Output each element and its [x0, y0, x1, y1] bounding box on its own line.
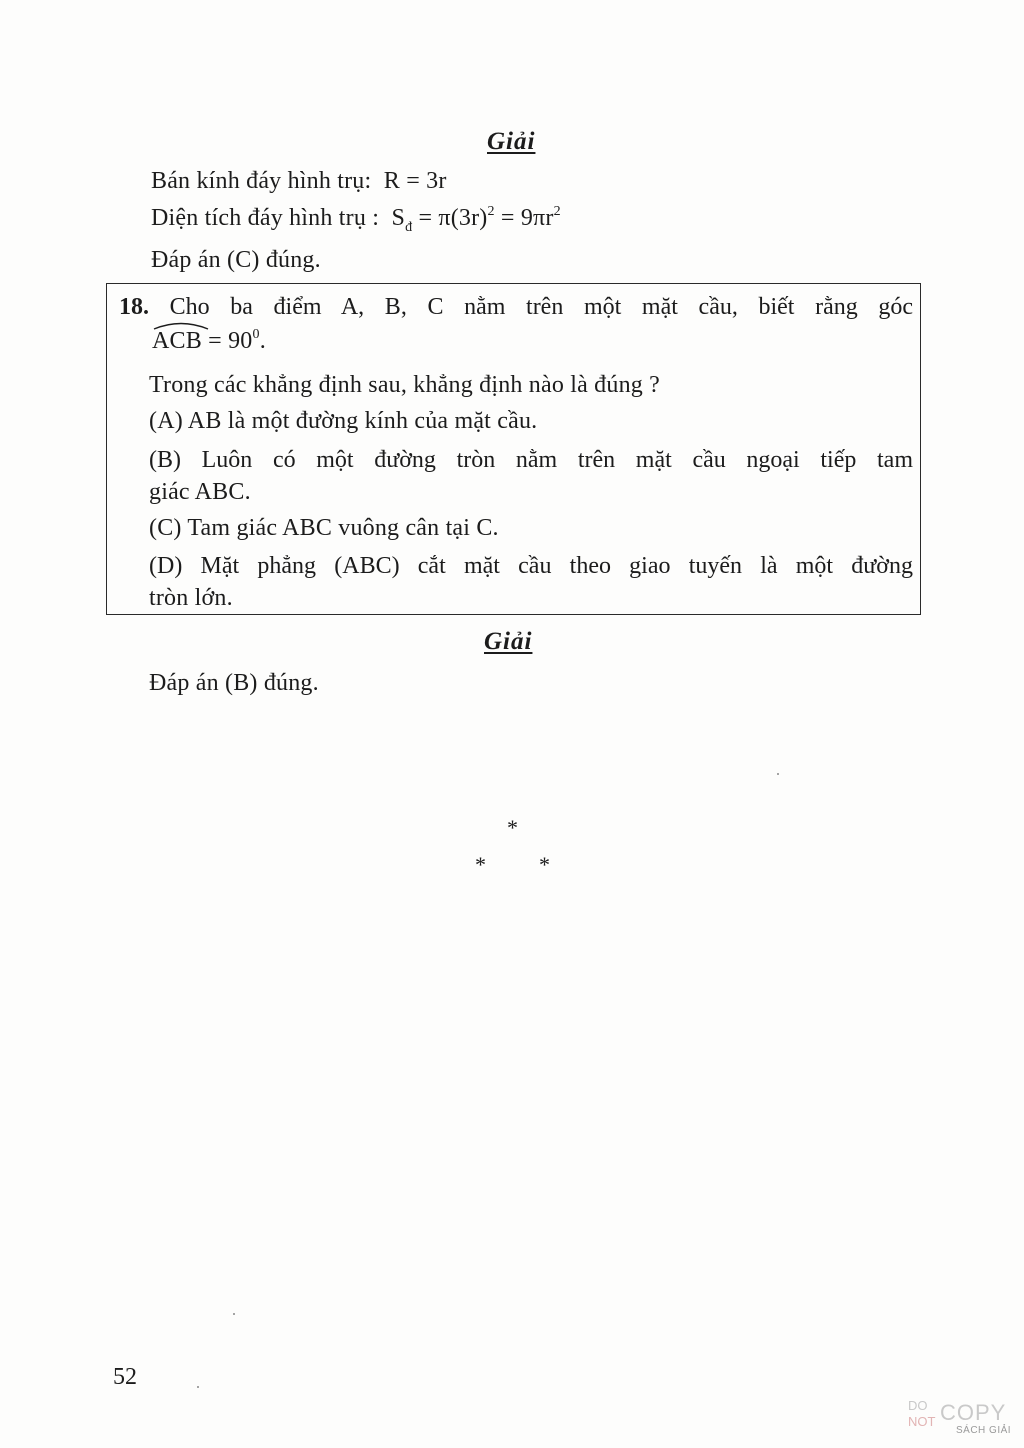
area-exponent-1: 2: [487, 204, 495, 219]
area-subscript: đ: [405, 220, 413, 235]
option-d-line-2: tròn lớn.: [149, 585, 233, 611]
area-exponent-2: 2: [553, 204, 561, 219]
problem-number: 18.: [119, 294, 149, 320]
angle-name: ACB: [152, 328, 202, 354]
angle-degree: 0: [252, 327, 260, 342]
area-expr-1: = π(3r): [418, 205, 488, 231]
option-b-line-1: (B) Luôn có một đường tròn nằm trên mặt cầu ngoại tiếp tam: [149, 447, 913, 473]
solution-heading-1: Giải: [487, 128, 536, 155]
problem-question: Trong các khẳng định sau, khẳng định nào là đúng ?: [149, 372, 661, 398]
problem-statement: Cho ba điểm A, B, C nằm trên một mặt cầu, biết rằng góc: [169, 294, 914, 320]
stamp-brand: SÁCH GIẢI: [956, 1425, 1012, 1436]
scan-speck: [777, 773, 779, 775]
scan-speck: [197, 1386, 199, 1388]
stamp-copy: COPY: [940, 1400, 1007, 1425]
base-area-line: [151, 203, 561, 233]
stamp-do: DO: [908, 1398, 928, 1413]
area-expr-2: = 9πr: [500, 205, 554, 231]
angle-value: = 90: [208, 328, 253, 354]
solution-heading-2: Giải: [484, 628, 533, 655]
angle-line: [152, 326, 266, 356]
page-number: 52: [113, 1364, 137, 1390]
problem-line-1: [119, 292, 913, 322]
watermark-stamp: [906, 1396, 1012, 1440]
arc-icon: [152, 320, 210, 330]
radius-formula: R = 3r: [383, 168, 447, 194]
angle-period: .: [259, 328, 266, 354]
option-d-line-1: (D) Mặt phẳng (ABC) cắt mặt cầu theo giao tuyến là một đường: [149, 553, 913, 579]
option-a: (A) AB là một đường kính của mặt cầu.: [149, 408, 538, 434]
separator-star-right: *: [539, 852, 550, 877]
answer-2: Đáp án (B) đúng.: [149, 670, 319, 696]
separator-star-left: *: [475, 852, 486, 877]
radius-line: [151, 166, 447, 196]
answer-1: Đáp án (C) đúng.: [151, 247, 321, 273]
angle-arc-label: [152, 326, 202, 356]
base-area-label: Diện tích đáy hình trụ :: [151, 205, 380, 231]
option-c: (C) Tam giác ABC vuông cân tại C.: [149, 515, 499, 541]
radius-label: Bán kính đáy hình trụ:: [151, 168, 372, 194]
stamp-not: NOT: [908, 1414, 936, 1429]
base-area-formula: [391, 204, 561, 235]
option-b-line-2: giác ABC.: [149, 479, 251, 505]
area-symbol: S: [391, 205, 406, 231]
separator-star-top: *: [507, 815, 518, 840]
scan-speck: [233, 1313, 235, 1315]
